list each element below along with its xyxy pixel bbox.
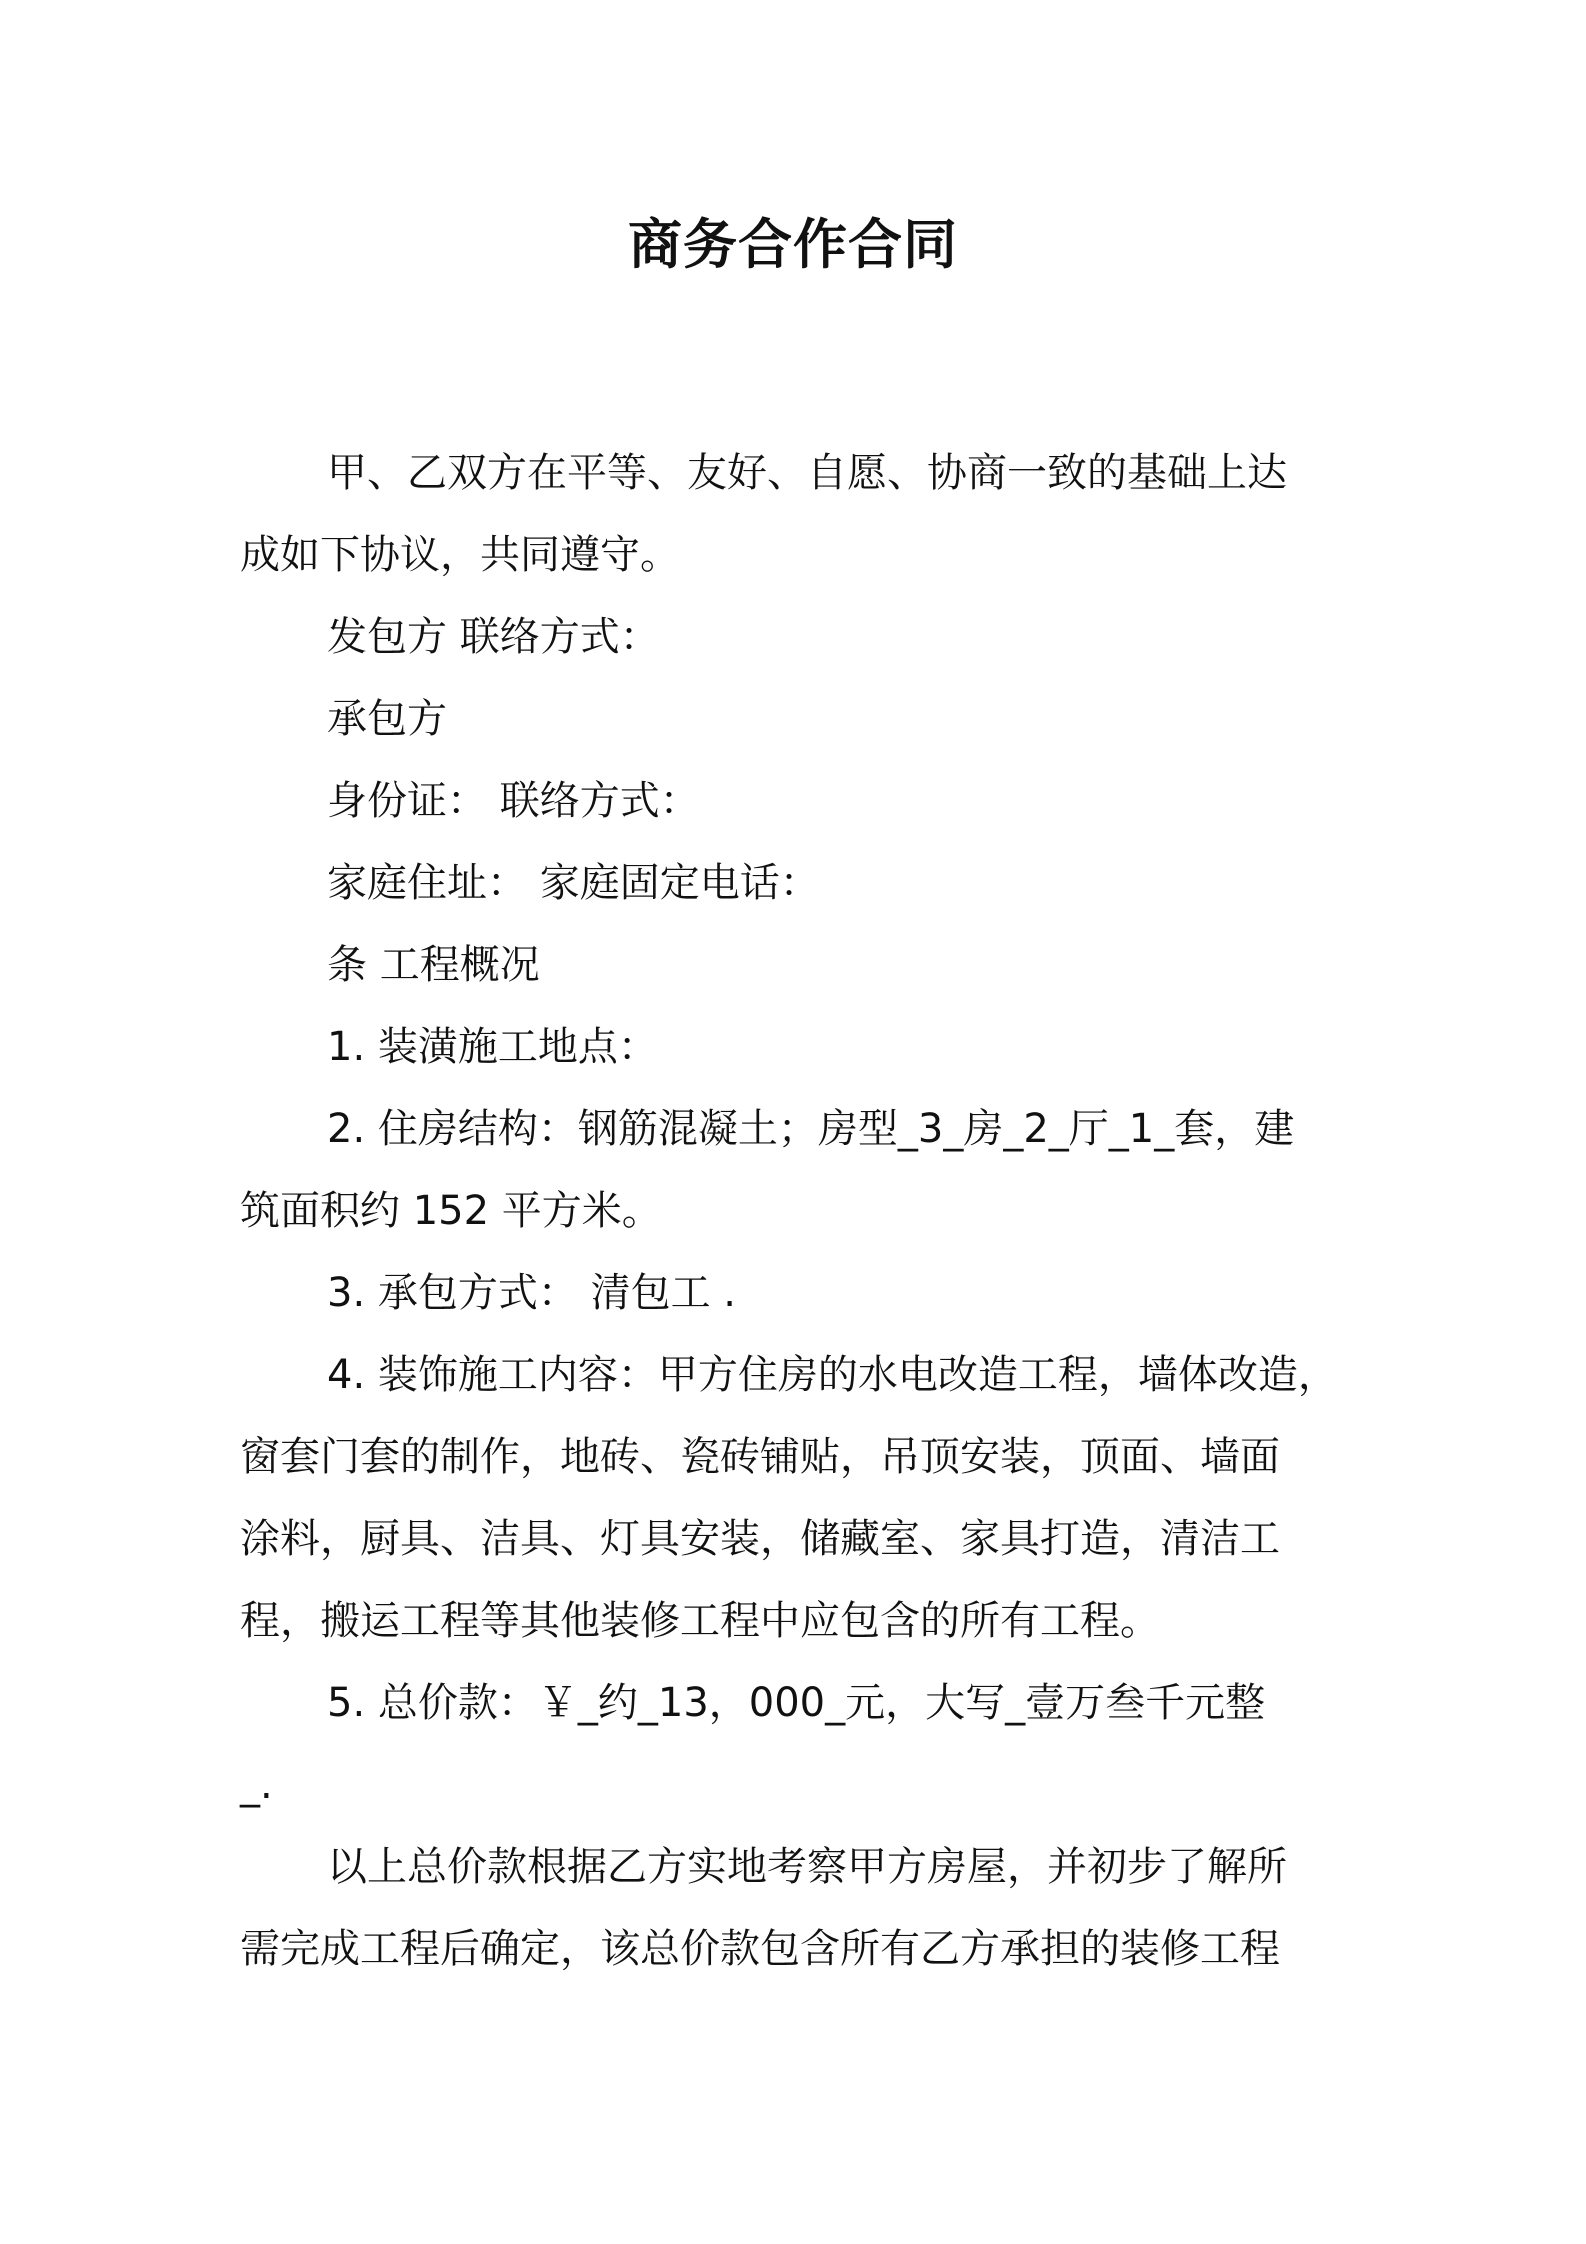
body-line-8: 1. 装潢施工地点：	[327, 1024, 658, 1070]
body-line-3: 发包方 联络方式：	[327, 614, 660, 660]
body-line-19: 需完成工程后确定，该总价款包含所有乙方承担的装修工程	[240, 1926, 1280, 1972]
body-line-9: 2. 住房结构：钢筋混凝土；房型_3_房_2_厅_1_套，建	[327, 1106, 1295, 1152]
body-line-12: 4. 装饰施工内容：甲方住房的水电改造工程，墙体改造，	[327, 1352, 1338, 1398]
body-line-10: 筑面积约 152 平方米。	[240, 1188, 662, 1234]
body-line-1: 甲、乙双方在平等、友好、自愿、协商一致的基础上达	[327, 450, 1287, 496]
body-line-18: 以上总价款根据乙方实地考察甲方房屋，并初步了解所	[327, 1844, 1287, 1890]
body-line-13: 窗套门套的制作，地砖、瓷砖铺贴，吊顶安装，顶面、墙面	[240, 1434, 1280, 1480]
body-line-11: 3. 承包方式： 清包工 .	[327, 1270, 737, 1316]
contract-body	[240, 432, 1360, 1990]
body-line-2: 成如下协议，共同遵守。	[240, 532, 680, 578]
body-line-17: _.	[240, 1762, 273, 1808]
body-line-16: 5. 总价款：￥_约_13，000_元，大写_壹万叁千元整	[327, 1680, 1266, 1726]
body-line-7: 条 工程概况	[327, 942, 540, 988]
body-line-6: 家庭住址： 家庭固定电话：	[327, 860, 820, 906]
contract-title: 商务合作合同	[628, 213, 958, 276]
body-line-5: 身份证： 联络方式：	[327, 778, 700, 824]
body-line-15: 程，搬运工程等其他装修工程中应包含的所有工程。	[240, 1598, 1160, 1644]
body-line-4: 承包方	[327, 696, 447, 742]
body-line-14: 涂料，厨具、洁具、灯具安装，储藏室、家具打造，清洁工	[240, 1516, 1280, 1562]
